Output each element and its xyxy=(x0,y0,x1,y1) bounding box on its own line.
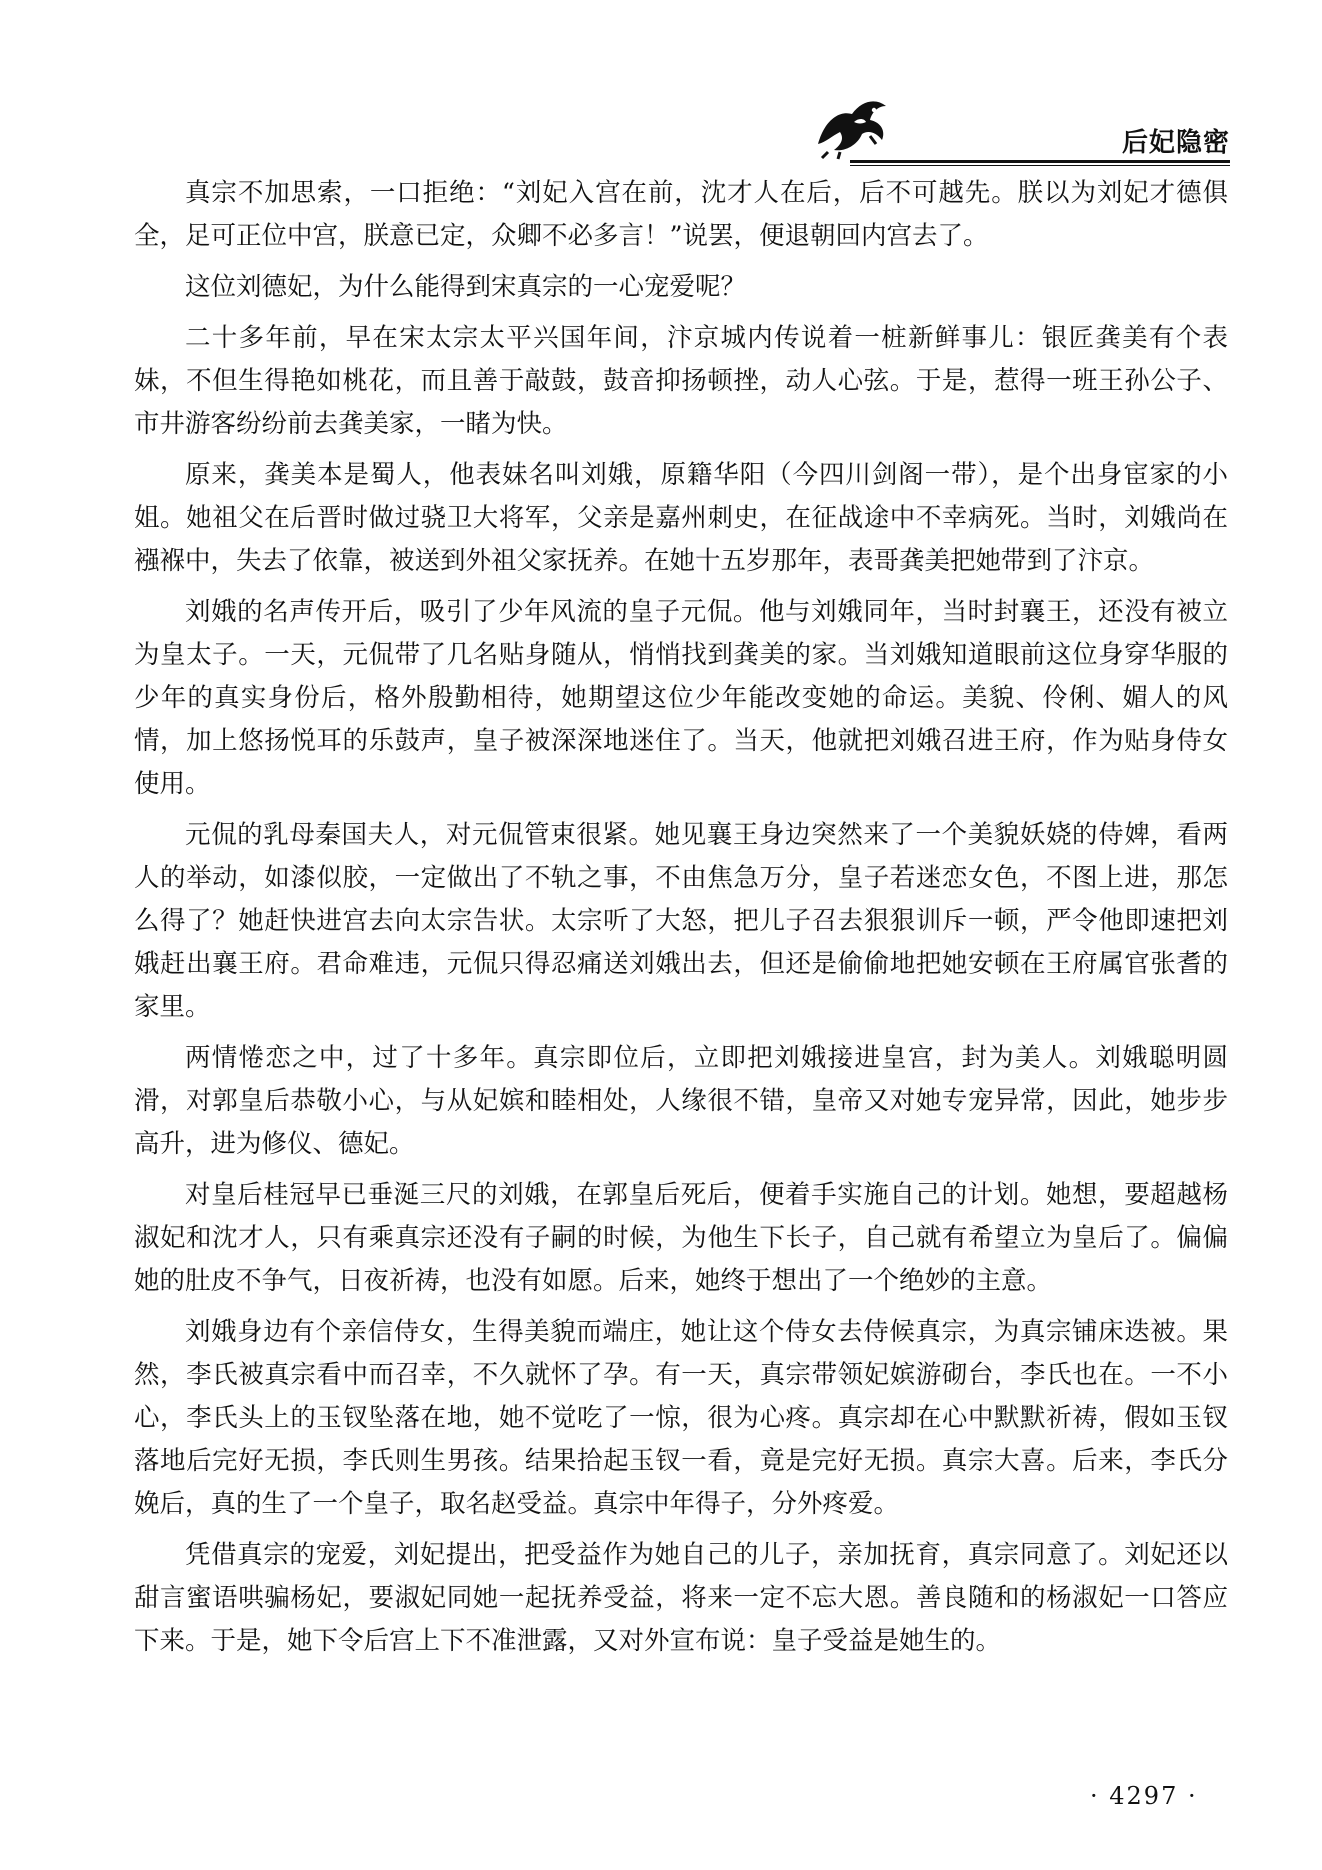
page-number: · 4297 · xyxy=(1090,1782,1198,1810)
page-header xyxy=(810,92,1230,172)
header-rule-thin xyxy=(850,165,1230,166)
paragraph: 两情惓恋之中，过了十多年。真宗即位后，立即把刘娥接进皇宫，封为美人。刘娥聪明圆滑，对郭皇后恭敬小心，与从妃嫔和睦相处，人缘很不错，皇帝又对她专宠异常，因此，她步步高升，进为修仪、德妃。 xyxy=(134,1043,1228,1159)
paragraph: 刘娥身边有个亲信侍女，生得美貌而端庄，她让这个侍女去侍候真宗，为真宗铺床迭被。果然，李氏被真宗看中而召幸，不久就怀了孕。有一天，真宗带领妃嫔游砌台，李氏也在。一不小心，李氏头上的玉钗坠落在地，她不觉吃了一惊，很为心疼。真宗却在心中默默祈祷，假如玉钗落地后完好无损，李氏则生男孩。结果拾起玉钗一看，竟是完好无损。真宗大喜。后来，李氏分娩后，真的生了一个皇子，取名赵受益。真宗中年得子，分外疼爱。 xyxy=(134,1317,1228,1519)
body-text xyxy=(134,172,1228,1671)
paragraph: 真宗不加思索，一口拒绝：“刘妃入宫在前，沈才人在后，后不可越先。朕以为刘妃才德俱全，足可正位中宫，朕意已定，众卿不必多言！”说罢，便退朝回内宫去了。 xyxy=(134,178,1228,251)
paragraph: 元侃的乳母秦国夫人，对元侃管束很紧。她见襄王身边突然来了一个美貌妖娆的侍婢，看两人的举动，如漆似胶，一定做出了不轨之事，不由焦急万分，皇子若迷恋女色，不图上进，那怎么得了？她赶快进宫去向太宗告状。太宗听了大怒，把儿子召去狠狠训斥一顿，严令他即速把刘娥赶出襄王府。君命难违，元侃只得忍痛送刘娥出去，但还是偷偷地把她安顿在王府属官张耆的家里。 xyxy=(134,820,1228,1022)
dragon-icon xyxy=(810,92,894,160)
paragraph: 这位刘德妃，为什么能得到宋真宗的一心宠爱呢？ xyxy=(185,272,747,302)
header-rule xyxy=(850,160,1230,163)
paragraph: 刘娥的名声传开后，吸引了少年风流的皇子元侃。他与刘娥同年，当时封襄王，还没有被立为皇太子。一天，元侃带了几名贴身随从，悄悄找到龚美的家。当刘娥知道眼前这位身穿华服的少年的真实身份后，格外殷勤相待，她期望这位少年能改变她的命运。美貌、伶俐、媚人的风情，加上悠扬悦耳的乐鼓声，皇子被深深地迷住了。当天，他就把刘娥召进王府，作为贴身侍女使用。 xyxy=(134,597,1228,799)
paragraph: 原来，龚美本是蜀人，他表妹名叫刘娥，原籍华阳（今四川剑阁一带），是个出身宦家的小姐。她祖父在后晋时做过骁卫大将军，父亲是嘉州刺史，在征战途中不幸病死。当时，刘娥尚在襁褓中，失去了依靠，被送到外祖父家抚养。在她十五岁那年，表哥龚美把她带到了汴京。 xyxy=(134,460,1228,576)
paragraph: 二十多年前，早在宋太宗太平兴国年间，汴京城内传说着一桩新鲜事儿：银匠龚美有个表妹，不但生得艳如桃花，而且善于敲鼓，鼓音抑扬顿挫，动人心弦。于是，惹得一班王孙公子、市井游客纷纷前去龚美家，一睹为快。 xyxy=(134,323,1228,439)
page-header-title: 后妃隐密 xyxy=(1121,128,1230,158)
paragraph: 凭借真宗的宠爱，刘妃提出，把受益作为她自己的儿子，亲加抚育，真宗同意了。刘妃还以甜言蜜语哄骗杨妃，要淑妃同她一起抚养受益，将来一定不忘大恩。善良随和的杨淑妃一口答应下来。于是，她下令后宫上下不准泄露，又对外宣布说：皇子受益是她生的。 xyxy=(134,1540,1228,1656)
paragraph: 对皇后桂冠早已垂涎三尺的刘娥，在郭皇后死后，便着手实施自己的计划。她想，要超越杨淑妃和沈才人，只有乘真宗还没有子嗣的时候，为他生下长子，自己就有希望立为皇后了。偏偏她的肚皮不争气，日夜祈祷，也没有如愿。后来，她终于想出了一个绝妙的主意。 xyxy=(134,1180,1228,1296)
